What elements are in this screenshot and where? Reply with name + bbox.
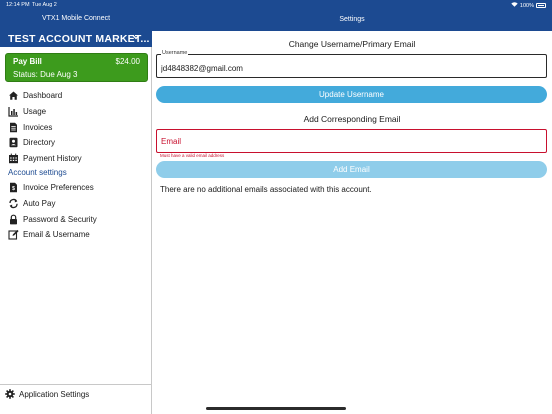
page-title: Settings xyxy=(339,16,365,23)
no-emails-note: There are no additional emails associated with this account. xyxy=(160,185,372,194)
app-title: VTX1 Mobile Connect xyxy=(41,15,111,22)
calendar-icon xyxy=(8,153,19,164)
add-email-button[interactable]: Add Email xyxy=(156,161,547,178)
email-error-message: Must have a valid email address xyxy=(160,153,225,158)
username-input[interactable] xyxy=(157,55,546,77)
lock-icon xyxy=(8,214,19,225)
sidebar-item-label: Password & Security xyxy=(23,214,97,224)
edit-icon xyxy=(8,229,19,240)
status-right xyxy=(511,2,546,9)
sidebar-item-email-username[interactable] xyxy=(8,227,90,241)
update-username-button[interactable]: Update Username xyxy=(156,86,547,103)
sidebar-item-invoices[interactable] xyxy=(8,120,52,134)
sidebar-item-dashboard[interactable] xyxy=(8,88,62,102)
sidebar xyxy=(0,0,152,414)
sidebar-item-usage[interactable] xyxy=(8,104,46,118)
pay-bill-amount: $24.00 xyxy=(115,57,140,66)
sidebar-item-label: Invoice Preferences xyxy=(23,182,94,192)
application-settings-button[interactable] xyxy=(5,389,89,399)
account-settings-heading: Account settings xyxy=(8,168,67,177)
battery-percent: 100% xyxy=(519,2,534,9)
change-username-heading: Change Username/Primary Email xyxy=(288,39,416,49)
wifi-icon xyxy=(511,2,518,9)
sidebar-header xyxy=(0,11,152,47)
sidebar-item-label: Usage xyxy=(23,106,47,116)
email-field[interactable] xyxy=(156,129,547,153)
gear-icon xyxy=(5,389,15,399)
refresh-icon xyxy=(8,198,19,209)
email-input[interactable] xyxy=(157,130,546,152)
sidebar-divider xyxy=(0,384,152,385)
status-bar xyxy=(0,0,552,11)
sidebar-item-label: Directory xyxy=(23,137,56,147)
main-header xyxy=(152,11,552,31)
sidebar-item-password-security[interactable] xyxy=(8,212,97,226)
pay-bill-button[interactable] xyxy=(5,53,148,82)
sidebar-item-label: Email & Username xyxy=(23,229,90,239)
directory-icon xyxy=(8,137,19,148)
sidebar-item-label: Payment History xyxy=(23,153,82,163)
pay-bill-status: Status: Due Aug 3 xyxy=(13,70,78,79)
home-icon xyxy=(8,90,19,101)
add-email-heading: Add Corresponding Email xyxy=(303,114,401,124)
username-label: Username xyxy=(162,50,188,56)
bar-chart-icon xyxy=(8,106,19,117)
invoice-icon xyxy=(8,122,19,133)
home-indicator[interactable] xyxy=(206,407,346,410)
sidebar-item-label: Invoices xyxy=(23,122,53,132)
sidebar-item-auto-pay[interactable] xyxy=(8,196,55,210)
chevron-down-icon[interactable] xyxy=(132,32,140,42)
status-date: Tue Aug 2 xyxy=(32,2,57,8)
battery-icon xyxy=(536,3,546,8)
pay-bill-label: Pay Bill xyxy=(13,57,42,66)
status-time: 12:14 PM xyxy=(6,2,30,8)
main-panel xyxy=(152,0,552,414)
sidebar-item-invoice-preferences[interactable] xyxy=(8,180,94,194)
sidebar-item-label: Dashboard xyxy=(23,90,63,100)
sidebar-item-label: Auto Pay xyxy=(23,198,56,208)
invoice-preferences-icon xyxy=(8,182,19,193)
svg-text:$: $ xyxy=(12,185,15,192)
sidebar-item-payment-history[interactable] xyxy=(8,151,82,165)
application-settings-label: Application Settings xyxy=(19,389,90,399)
username-field[interactable] xyxy=(156,50,547,78)
account-selector[interactable]: TEST ACCOUNT MARKET... xyxy=(8,33,150,45)
sidebar-item-directory[interactable] xyxy=(8,135,55,149)
